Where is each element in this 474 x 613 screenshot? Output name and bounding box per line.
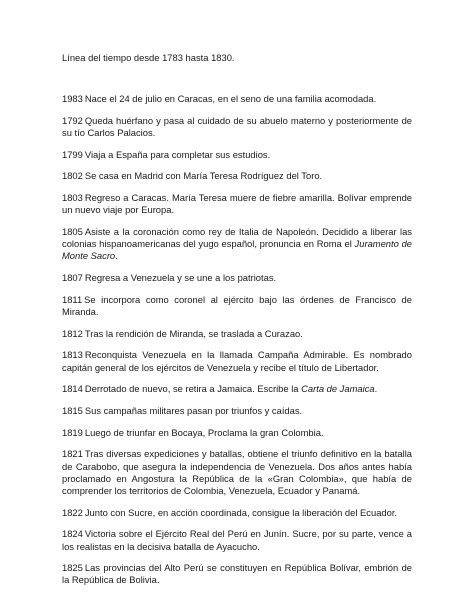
timeline-entry (62, 294, 412, 318)
timeline-entry (62, 93, 412, 105)
entry-year: 1807 (62, 272, 83, 284)
entry-text: Queda huérfano y pasa al cuidado de su abuelo materno y posteriormente de su tío Carlos Palacios. (62, 114, 412, 138)
timeline-entry (62, 383, 412, 395)
timeline-entry (62, 272, 412, 284)
entry-year: 1813 (62, 349, 83, 361)
entry-text: Viaja a España para completar sus estudios. (84, 148, 271, 160)
entry-text: Victoria sobre el Ejército Real del Perú en Junín. Sucre, por su parte, vence a los realistas en la decisiva batalla de Ayacucho. (62, 528, 412, 552)
entry-text: Regresa a Venezuela y se une a los patriotas. (84, 272, 277, 284)
entry-trailing: . (374, 383, 378, 395)
entry-year: 1814 (62, 383, 83, 395)
entry-text: Luego de triunfar en Bocaya, Proclama la gran Colombia. (84, 426, 324, 438)
timeline-entry (62, 226, 412, 263)
timeline-entries (62, 93, 412, 587)
entry-year: 1821 (62, 448, 83, 460)
entry-year: 1819 (62, 426, 83, 438)
entry-italic-title: Carta de Jamaica (301, 383, 375, 395)
timeline-entry (62, 507, 412, 519)
entry-text: Asiste a la coronación como rey de Italia de Napoleón. Decidido a liberar las colonias hispanoamericanas del yugo español, pronuncia en Roma el (62, 225, 412, 250)
timeline-entry (62, 192, 412, 216)
timeline-entry (62, 349, 412, 373)
timeline-entry (62, 528, 412, 552)
entry-text: Regreso a Caracas. María Teresa muere de fiebre amarilla. Bolívar emprende un nuevo viaje por Europa. (62, 192, 412, 216)
entry-text: Sus campañas militares pasan por triunfos y caídas. (84, 404, 303, 416)
entry-trailing: . (115, 250, 118, 262)
entry-text: Tras diversas expediciones y batallas, obtiene el triunfo definitivo en la batalla de Carabobo, que asegura la independencia de Venezuela. Dos años antes había proclamado en Angostura la República de la «Gran Colombia», que había de comprender los territorios de Colombia, Venezuela, Ecuador y Panamá. (62, 448, 412, 496)
timeline-entry (62, 115, 412, 139)
entry-year: 1824 (62, 528, 83, 540)
document-page (62, 52, 412, 596)
entry-text: Se casa en Madrid con María Teresa Rodríguez del Toro. (84, 170, 323, 182)
entry-year: 1811 (62, 293, 83, 305)
entry-text: Nace el 24 de julio en Caracas, en el seno de una familia acomodada. (84, 93, 377, 104)
entry-text: Las provincias del Alto Perú se constituyen en República Bolívar, embrión de la República de Bolivia. (62, 562, 412, 586)
entry-italic-title: Juramento de Monte Sacro (62, 238, 413, 262)
entry-text: Derrotado de nuevo, se retira a Jamaica. Escribe la (84, 383, 299, 395)
entry-year: 1802 (62, 170, 83, 182)
entry-year: 1803 (62, 192, 83, 204)
entry-text: Tras la rendición de Miranda, se traslada a Curazao. (84, 327, 303, 339)
timeline-entry (62, 149, 412, 161)
entry-year: 1983 (62, 93, 83, 104)
timeline-entry (62, 427, 412, 439)
timeline-entry (62, 328, 412, 340)
entry-year: 1815 (62, 404, 83, 416)
entry-text: Junto con Sucre, en acción coordinada, consigue la liberación del Ecuador. (84, 506, 398, 518)
entry-year: 1805 (62, 225, 83, 237)
entry-year: 1812 (62, 327, 83, 339)
timeline-entry (62, 448, 412, 497)
timeline-entry (62, 405, 412, 417)
entry-year: 1799 (62, 148, 83, 160)
entry-year: 1792 (62, 114, 83, 126)
entry-text: Reconquista Venezuela en la llamada Campaña Admirable. Es nombrado capitán general de los ejércitos de Venezuela y recibe el título de Libertador. (62, 349, 412, 373)
entry-text: Se incorpora como coronel al ejército bajo las órdenes de Francisco de Miranda. (62, 293, 412, 317)
entry-year: 1825 (62, 562, 83, 574)
timeline-entry (62, 562, 412, 586)
timeline-entry (62, 170, 412, 182)
document-title: Línea del tiempo desde 1783 hasta 1830. (62, 52, 235, 63)
entry-year: 1822 (62, 506, 83, 518)
